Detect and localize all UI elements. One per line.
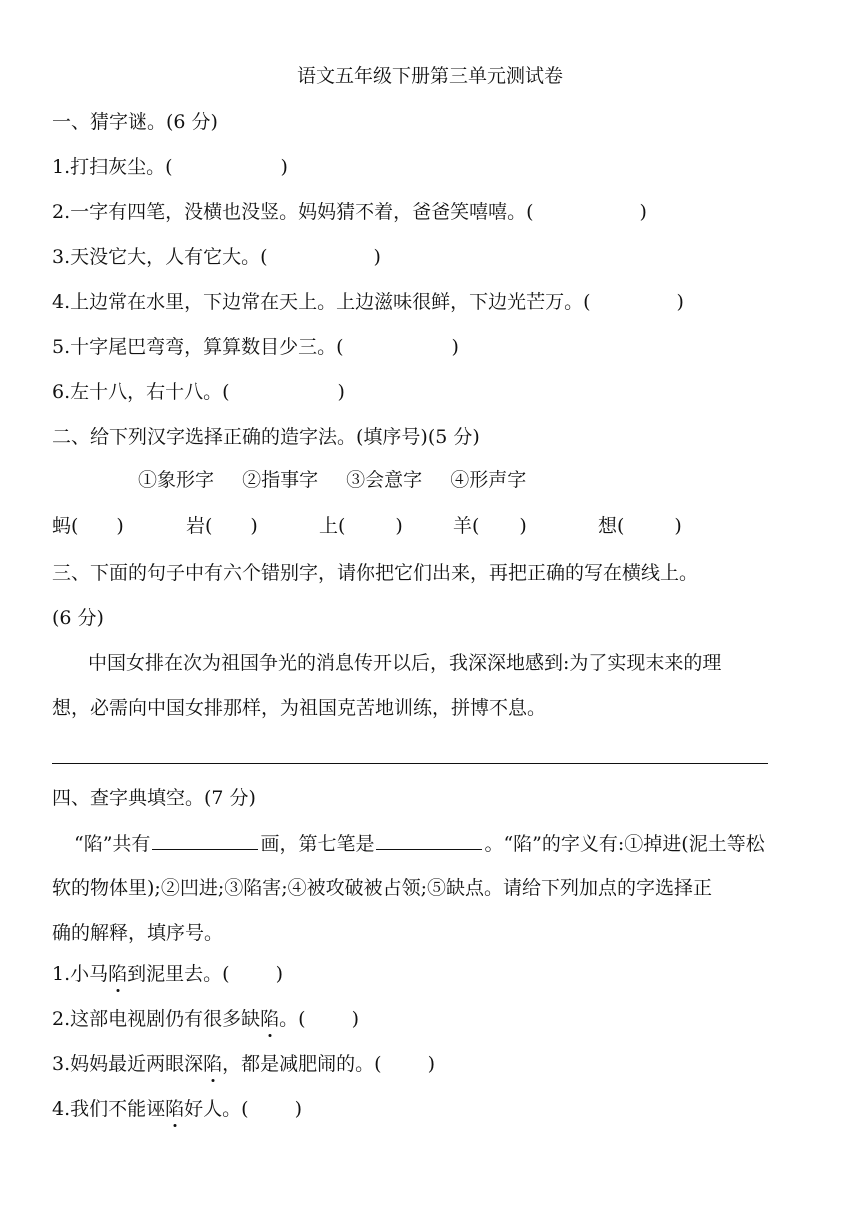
passage-line-1: 中国女排在次为祖国争光的消息传开以后，我深深地感到:为了实现末来的理 (88, 652, 722, 674)
option-phonosemantic: ④形声字 (450, 469, 527, 491)
char-item-yang: 羊( ) (453, 515, 527, 537)
riddle-4: 4.上边常在水里，下边常在天上。上边滋味很鲜，下边光芒万。( ) (52, 291, 684, 313)
char-item-xiang: 想( ) (598, 515, 682, 537)
option-pictograph: ①象形字 (138, 469, 215, 491)
section-1-heading: 一、猜字谜。(6 分) (52, 111, 218, 133)
answer-line (52, 763, 768, 764)
option-indicative: ②指事字 (242, 469, 319, 491)
riddle-5: 5.十字尾巴弯弯，算算数目少三。( ) (52, 336, 459, 358)
stroke-count-blank[interactable] (152, 831, 258, 850)
char-item-yan: 岩( ) (186, 515, 258, 537)
dictionary-line-1: “陷”共有 画，第七笔是 。“陷”的字义有:①掉进(泥土等松 (74, 833, 765, 855)
meaning-question-2: 2.这部电视剧仍有很多缺陷。( ) (52, 1008, 359, 1030)
meaning-question-1: 1.小马陷到泥里去。( ) (52, 963, 283, 985)
riddle-3: 3.天没它大，人有它大。( ) (52, 246, 381, 268)
meaning-question-3: 3.妈妈最近两眼深陷，都是减肥闹的。( ) (52, 1053, 435, 1075)
page-title: 语文五年级下册第三单元测试卷 (296, 65, 563, 87)
section-3-heading: 三、下面的句子中有六个错别字，请你把它们出来，再把正确的写在横线上。 (52, 562, 699, 584)
meaning-question-4: 4.我们不能诬陷好人。( ) (52, 1098, 302, 1120)
riddle-6: 6.左十八，右十八。( ) (52, 381, 345, 403)
section-4-heading: 四、查字典填空。(7 分) (52, 787, 256, 809)
passage-line-2: 想，必需向中国女排那样，为祖国克苦地训练，拼博不息。 (52, 697, 547, 719)
riddle-2: 2.一字有四笔，没横也没竖。妈妈猜不着，爸爸笑嘻嘻。( ) (52, 201, 647, 223)
section-2-heading: 二、给下列汉字选择正确的造字法。(填序号)(5 分) (52, 426, 480, 448)
char-item-shang: 上( ) (319, 515, 403, 537)
riddle-1: 1.打扫灰尘。( ) (52, 156, 288, 178)
method-options (138, 468, 548, 492)
dictionary-line-2: 软的物体里);②凹进;③陷害;④被攻破被占领;⑤缺点。请给下列加点的字选择正 (52, 877, 713, 899)
char-item-ma: 蚂( ) (52, 515, 124, 537)
seventh-stroke-blank[interactable] (376, 831, 482, 850)
option-ideogram: ③会意字 (346, 469, 423, 491)
dictionary-line-3: 确的解释，填序号。 (52, 922, 224, 944)
section-3-points: (6 分) (52, 607, 104, 629)
